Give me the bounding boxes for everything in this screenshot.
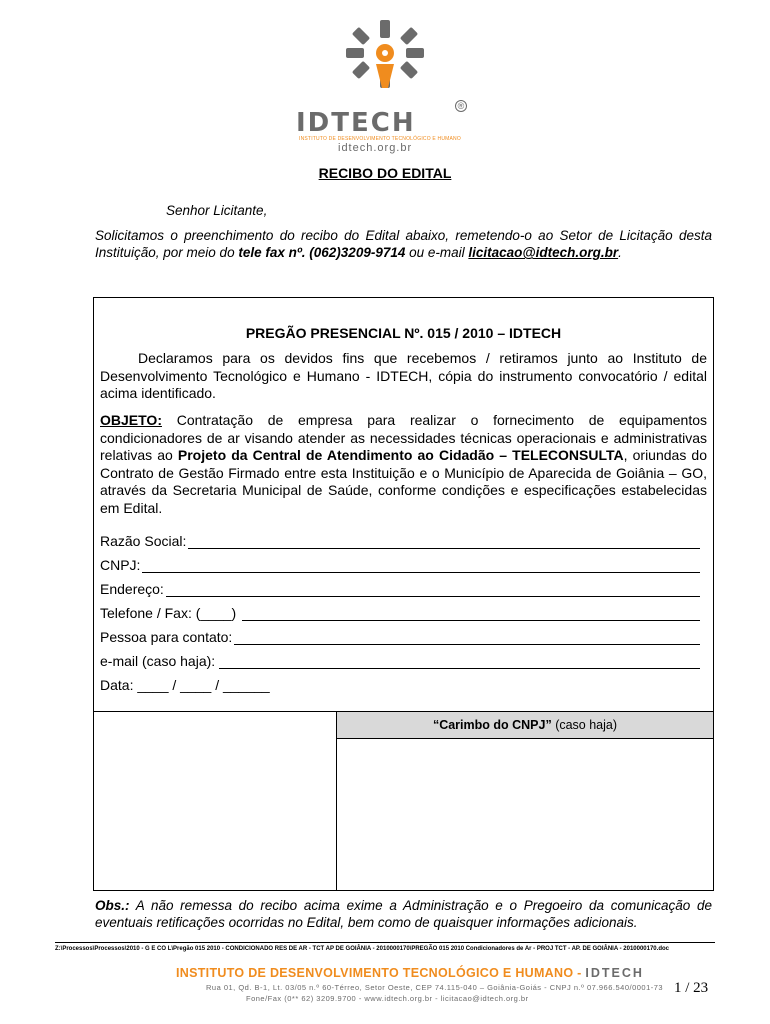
razao-social-label: Razão Social: bbox=[100, 533, 187, 549]
stamp-label: “Carimbo do CNPJ” bbox=[432, 718, 552, 732]
fax-number: tele fax nº. (062)3209-9714 bbox=[238, 245, 406, 260]
razao-social-line[interactable] bbox=[188, 535, 700, 549]
email-link[interactable]: licitacao@idtech.org.br bbox=[468, 245, 619, 260]
declaration-paragraph: Declaramos para os devidos fins que recebemos / retiramos junto ao Instituto de Desenvolvimento Tecnológico e Humano - IDTECH, cópia do instrumento convocatório / edital acima identificado. bbox=[100, 350, 707, 401]
form-fields bbox=[100, 525, 700, 693]
footer-contact: Fone/Fax (0** 62) 3209.9700 - www.idtech.org.br - licitacao@idtech.org.br bbox=[246, 994, 529, 1003]
cnpj-line[interactable] bbox=[142, 559, 700, 573]
data-label: Data: ____ / ____ / ______ bbox=[100, 677, 270, 693]
telefone-field[interactable] bbox=[100, 597, 700, 621]
razao-social-field[interactable] bbox=[100, 525, 700, 549]
contato-label: Pessoa para contato: bbox=[100, 629, 233, 645]
email-field[interactable] bbox=[100, 645, 700, 669]
objeto-text-2: , oriundas do Contrato de Gestão Firmado entre esta Instituição e o Município de Aparecida de Goiânia – GO, através da Secretaria Municipal de Saúde, conforme condições e especificações estabelecidas em Edital. bbox=[100, 447, 707, 516]
data-field[interactable] bbox=[100, 669, 700, 693]
receipt-box bbox=[93, 297, 714, 891]
contato-field[interactable] bbox=[100, 621, 700, 645]
obs-text: A não remessa do recibo acima exime a Administração e o Pregoeiro da comunicação de eventuais retificações ocorridas no Edital, bem como de quaisquer informações adicionais. bbox=[95, 898, 712, 930]
objeto-label: OBJETO: bbox=[100, 412, 162, 428]
box-title: PREGÃO PRESENCIAL Nº. 015 / 2010 – IDTECH bbox=[245, 325, 562, 341]
greeting: Senhor Licitante, bbox=[166, 203, 268, 218]
obs-label: Obs.: bbox=[95, 898, 130, 913]
intro-text-3: . bbox=[618, 245, 622, 260]
telefone-label: Telefone / Fax: (____) bbox=[100, 605, 237, 621]
cnpj-label: CNPJ: bbox=[100, 557, 141, 573]
stamp-header bbox=[337, 712, 713, 739]
objeto-text-1: Contratação de empresa para realizar o fornecimento de equipamentos condicionadores de ar visando atender as necessidades técnicas operacionais e administrativas relativas ao bbox=[100, 412, 707, 463]
file-path: Z:\Processos\Processos\2010 - G E CO L\Pregão 015 2010 - CONDICIONADO RES DE AR - TCT AP DE GOIÂNIA - 2010000170\PREGÃO 015 2010 Condicionadores de Ar - PROJ TCT - AP. DE GOIÂNIA - 2010000170.doc bbox=[55, 942, 715, 954]
intro-paragraph bbox=[95, 227, 712, 261]
objeto-paragraph bbox=[100, 412, 707, 517]
logo-subtitle: INSTITUTO DE DESENVOLVIMENTO TECNOLÓGICO E HUMANO bbox=[299, 136, 461, 142]
email-line[interactable] bbox=[219, 655, 700, 669]
contato-line[interactable] bbox=[234, 631, 700, 645]
logo-url: idtech.org.br bbox=[338, 142, 413, 154]
objeto-project: Projeto da Central de Atendimento ao Cidadão – TELECONSULTA bbox=[177, 447, 624, 463]
cnpj-field[interactable] bbox=[100, 549, 700, 573]
intro-text-1: Solicitamos o preenchimento do recibo do Edital abaixo, remetendo-o ao Setor de Licitação desta Instituição, por meio do bbox=[95, 228, 712, 260]
idtech-logo-icon bbox=[340, 18, 430, 108]
idtech-logo bbox=[290, 18, 480, 154]
footer-brand: IDTECH bbox=[585, 966, 644, 980]
endereco-field[interactable] bbox=[100, 573, 700, 597]
endereco-label: Endereço: bbox=[100, 581, 164, 597]
footer-institute bbox=[176, 966, 644, 980]
logo-wordmark: IDTECH bbox=[296, 108, 416, 138]
page-title: RECIBO DO EDITAL bbox=[318, 165, 452, 181]
footer-address: Rua 01, Qd. B-1, Lt. 03/05 n.º 60-Térreo, Setor Oeste, CEP 74.115-040 – Goiânia-Goiás - CNPJ n.º 07.966.540/0001-73 bbox=[206, 983, 664, 992]
stamp-note: (caso haja) bbox=[551, 718, 618, 732]
email-label: e-mail (caso haja): bbox=[100, 653, 216, 669]
page-number: 1 / 23 bbox=[674, 980, 709, 996]
intro-text-2: ou e-mail bbox=[405, 245, 469, 260]
obs-paragraph bbox=[95, 897, 712, 931]
endereco-line[interactable] bbox=[166, 583, 700, 597]
footer-institute-name: INSTITUTO DE DESENVOLVIMENTO TECNOLÓGICO E HUMANO - bbox=[176, 966, 586, 980]
registered-mark-icon: ® bbox=[455, 100, 467, 112]
telefone-line[interactable] bbox=[242, 607, 700, 621]
